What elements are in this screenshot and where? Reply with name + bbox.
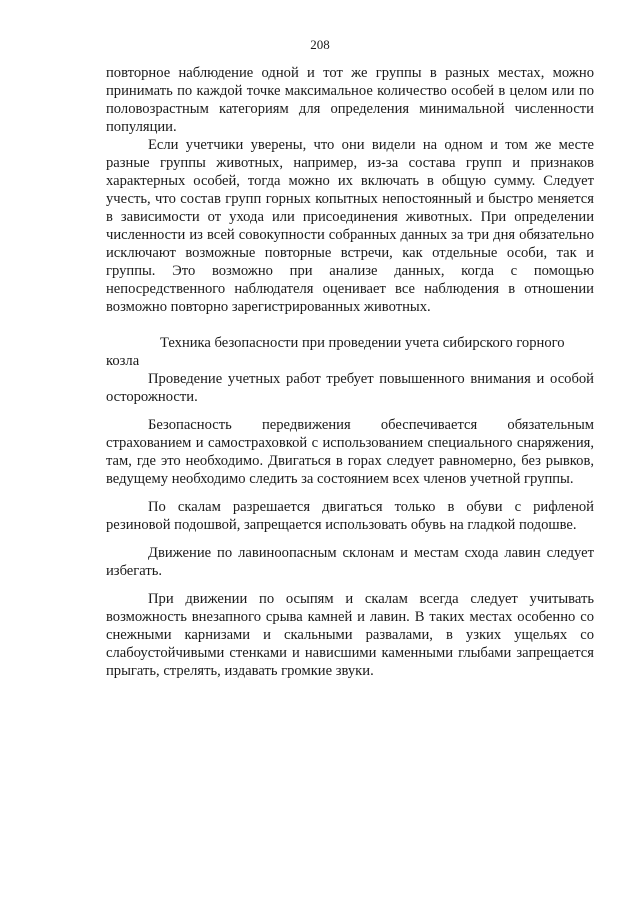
paragraph-caution: Проведение учетных работ требует повышенного внимания и особой осторожности.	[106, 371, 594, 405]
document-body	[106, 64, 594, 680]
paragraph-movement-safety: Безопасность передвижения обеспечивается обязательным страхованием и самостраховкой с использованием специального снаряжения, там, где это необходимо. Двигаться в горах следует равномерно, без рывков, ведущему необходимо следить за состоянием всех членов учетной группы.	[106, 417, 594, 487]
paragraph-footwear: По скалам разрешается двигаться только в обуви с рифленой резиновой подошвой, запрещается использовать обувь на гладкой подошве.	[106, 499, 594, 533]
section-title: Техника безопасности при проведении учета сибирского горного козла	[106, 335, 565, 369]
paragraph-avalanche: Движение по лавиноопасным склонам и местам схода лавин следует избегать.	[106, 545, 594, 579]
page-number: 208	[310, 37, 330, 52]
paragraph-rockfall: При движении по осыпям и скалам всегда следует учитывать возможность внезапного срыва камней и лавин. В таких местах особенно со снежными карнизами и скальными развалами, в узких ущельях со слабоустойчивыми стенками и нависшими каменными глыбами запрещается прыгать, стрелять, издавать громкие звуки.	[106, 591, 594, 679]
paragraph-group-counting: Если учетчики уверены, что они видели на одном и том же месте разные группы животных, например, из-за состава групп и признаков характерных особей, тогда можно их включать в общую сумму. Следует учесть, что состав групп горных копытных непостоянный и быстро меняется в зависимости от ухода или присоединения животных. При определении численности из всей совокупности собранных данных за три дня обязательно исключают возможные повторные встречи, как отдельные особи, так и группы. Это возможно при анализе данных, когда с помощью непосредственного наблюдателя оценивает все наблюдения в отношении возможно повторно зарегистрированных животных.	[106, 137, 594, 315]
paragraph-gap	[106, 316, 594, 334]
paragraph-continuation: повторное наблюдение одной и тот же группы в разных местах, можно принимать по каждой точке максимальное количество особей в целом или по половозрастным категориям для определения минимальной численности популяции.	[106, 65, 594, 135]
